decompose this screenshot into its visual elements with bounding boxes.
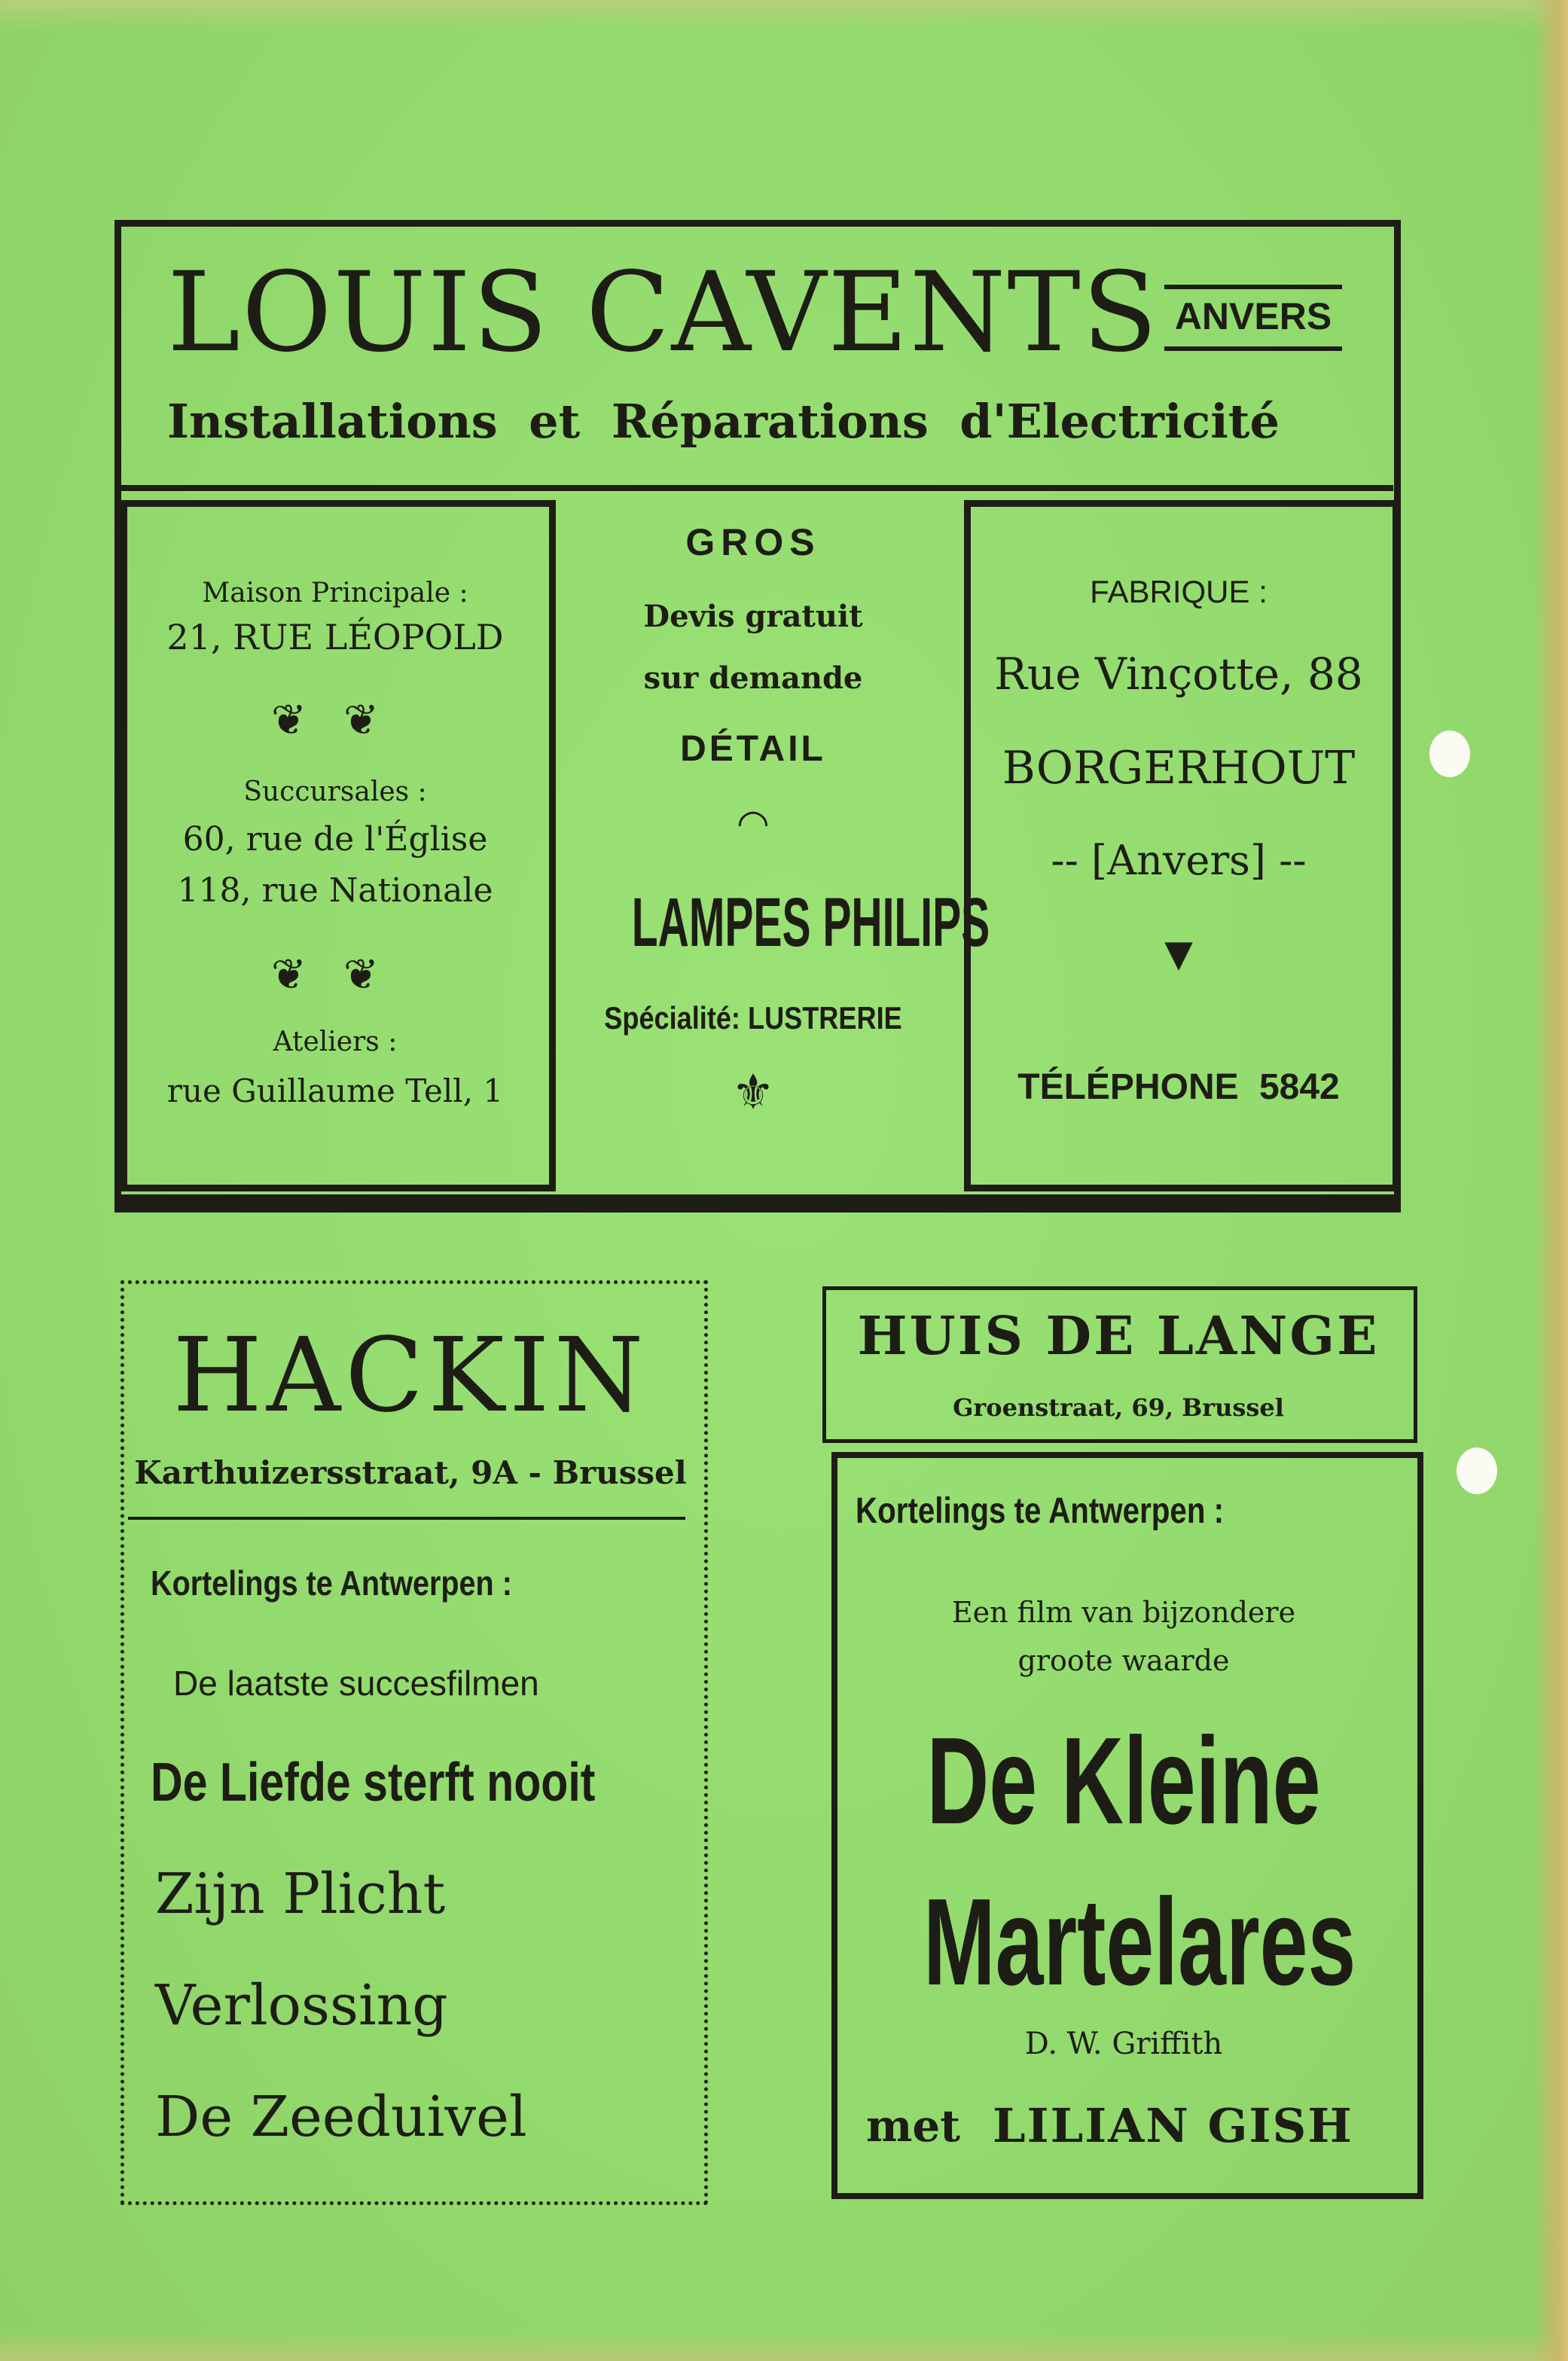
branch-2: 118, rue Nationale: [177, 871, 493, 910]
hackin-film-1: De Liefde sterft nooit: [151, 1752, 596, 1813]
paper-edge-top: [0, 0, 1568, 30]
workshops-label: Ateliers :: [273, 1026, 398, 1057]
delange-address: Groenstraat, 69, Brussel: [953, 1393, 1284, 1422]
fleuron-icon: ❦: [271, 697, 307, 744]
hackin-address: Karthuizersstraat, 9A - Brussel: [134, 1454, 687, 1491]
pendant-ornament-icon: ▼: [1155, 927, 1203, 981]
delange-name: HUIS DE LANGE: [857, 1304, 1380, 1367]
fleuron-icon: ❦: [271, 952, 307, 999]
cavents-subtitle: Installations et Réparations d'Electricité: [167, 394, 1280, 449]
hackin-rule: [128, 1517, 685, 1520]
head-office-label: Maison Principale :: [202, 578, 468, 609]
fan-ornament-icon: ◠: [737, 802, 770, 844]
delange-intro-1: Een film van bijzondere: [951, 1596, 1296, 1629]
delange-soon: Kortelings te Antwerpen :: [856, 1491, 1225, 1531]
anvers-rule-top: [1164, 285, 1342, 289]
hackin-soon: Kortelings te Antwerpen :: [151, 1563, 512, 1603]
fleuron-icon: ❦: [343, 952, 379, 999]
gros-label: GROS: [685, 521, 821, 563]
delange-with: met: [866, 2100, 961, 2152]
hackin-film-4: De Zeeduivel: [155, 2085, 527, 2149]
specialty-line: Spécialité: LUSTRERIE: [604, 1000, 902, 1036]
branch-1: 60, rue de l'Église: [182, 820, 488, 859]
paper-edge-right: [1533, 0, 1568, 2361]
anvers-rule-bottom: [1164, 346, 1342, 351]
quote-line-1: Devis gratuit: [643, 599, 863, 634]
cavents-city: ANVERS: [1174, 295, 1332, 337]
brand-name: LAMPES PHILIPS: [631, 884, 990, 961]
cavents-bottom-rule: [114, 1194, 1399, 1208]
quote-line-2: sur demande: [643, 660, 863, 696]
cavents-name: LOUIS CAVENTS: [167, 249, 1159, 377]
moth-ornament-icon: ⚜: [731, 1066, 775, 1119]
delange-title-1: De Kleine: [926, 1712, 1321, 1850]
hackin-name: HACKIN: [172, 1316, 648, 1435]
factory-district: BORGERHOUT: [1002, 742, 1356, 795]
branches-label: Succursales :: [243, 776, 427, 807]
hackin-film-3: Verlossing: [155, 1973, 448, 2038]
punch-hole-top: [1429, 731, 1470, 777]
head-office-address: 21, RUE LÉOPOLD: [166, 617, 504, 657]
fleuron-icon: ❦: [343, 697, 379, 744]
detail-label: DÉTAIL: [680, 729, 826, 769]
factory-phone: TÉLÉPHONE 5842: [1017, 1067, 1340, 1107]
factory-city: -- [Anvers] --: [1051, 837, 1307, 884]
hackin-film-2: Zijn Plicht: [155, 1862, 446, 1926]
paper-edge-bottom: [0, 2331, 1568, 2361]
factory-street: Rue Vinçotte, 88: [994, 648, 1363, 700]
factory-label: FABRIQUE :: [1090, 574, 1268, 609]
delange-title-2: Martelares: [923, 1873, 1356, 2011]
delange-star: LILIAN GISH: [993, 2098, 1353, 2153]
cavents-header-rule: [120, 485, 1393, 491]
workshops-address: rue Guillaume Tell, 1: [166, 1072, 504, 1109]
punch-hole-bottom: [1457, 1447, 1497, 1494]
delange-intro-2: groote waarde: [1017, 1644, 1230, 1677]
delange-director: D. W. Griffith: [1024, 2027, 1223, 2061]
hackin-intro: De laatste succesfilmen: [173, 1664, 539, 1703]
